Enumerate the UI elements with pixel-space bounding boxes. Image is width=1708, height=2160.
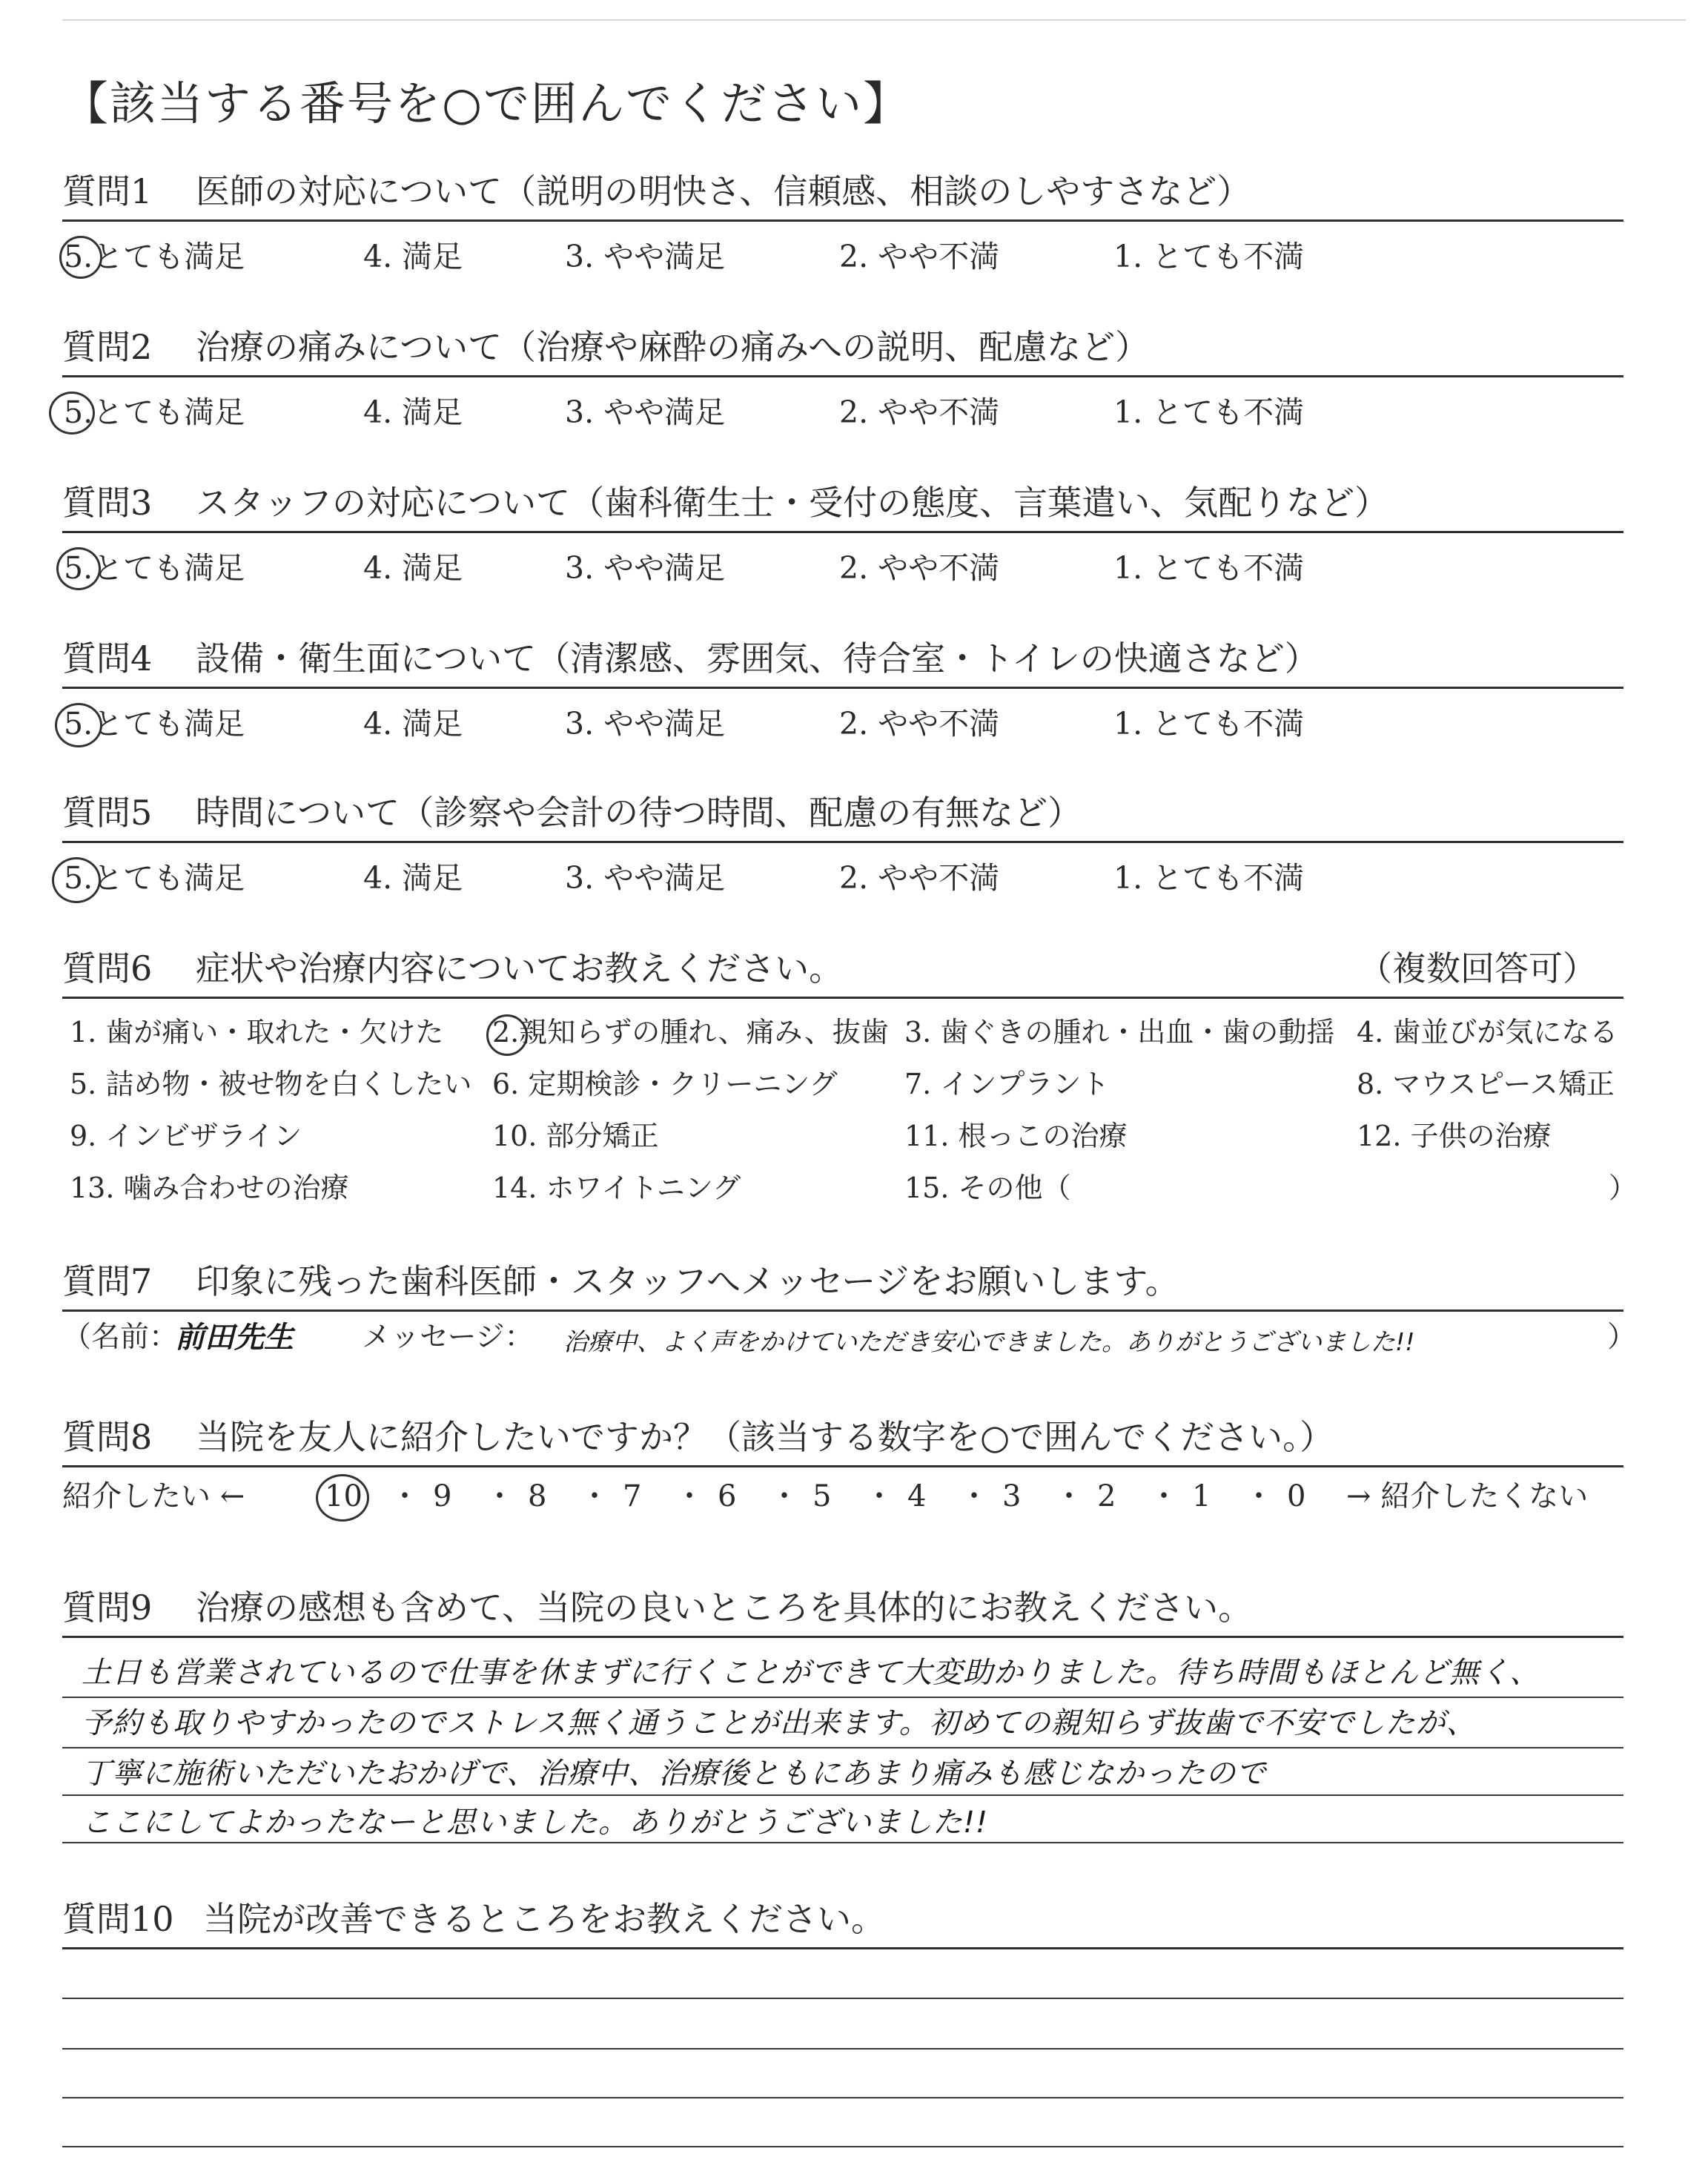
option-1[interactable]: 1. とても不満 (1113, 550, 1305, 586)
question-number: 質問8 (62, 1417, 153, 1457)
question-10 (0, 1897, 1708, 2149)
question-number: 質問4 (62, 638, 153, 678)
symptom-option-6[interactable]: 6. 定期検診・クリーニング (492, 1068, 838, 1100)
symptom-option-5[interactable]: 5. 詰め物・被せ物を白くしたい (70, 1068, 472, 1100)
score-2[interactable]: 2 (1097, 1479, 1116, 1513)
symptom-option-1[interactable]: 1. 歯が痛い・取れた・欠けた (70, 1016, 444, 1048)
option-5[interactable]: 5.とても満足 (64, 550, 245, 586)
question-rule (62, 219, 1623, 222)
question-text: 症状や治療内容についてお教えください。 (196, 948, 844, 988)
option-3[interactable]: 3. やや満足 (565, 860, 726, 896)
option-5[interactable]: 5.とても満足 (64, 239, 245, 274)
question-text: 治療の感想も含めて、当院の良いところを具体的にお教えください。 (196, 1588, 1253, 1628)
separator: ・ (959, 1479, 989, 1513)
option-2[interactable]: 2. やや不満 (839, 550, 1000, 586)
option-3[interactable]: 3. やや満足 (565, 706, 726, 742)
name-label: （名前： (62, 1321, 179, 1354)
score-5[interactable]: 5 (812, 1479, 832, 1513)
question-number: 質問6 (62, 948, 153, 988)
option-4[interactable]: 4. 満足 (363, 394, 463, 430)
question-number: 質問9 (62, 1588, 153, 1628)
rating-options (0, 390, 1708, 435)
option-2[interactable]: 2. やや不満 (839, 860, 1000, 896)
option-1[interactable]: 1. とても不満 (1113, 860, 1305, 896)
question-text: 医師の対応について（説明の明快さ、信頼感、相談のしやすさなど） (196, 171, 1251, 211)
answer-line (62, 1747, 1623, 1748)
recommend-left-label: 紹介したい ← (62, 1479, 245, 1513)
rating-options (0, 856, 1708, 900)
symptom-option-11[interactable]: 11. 根っこの治療 (904, 1120, 1128, 1152)
question-number: 質問5 (62, 793, 153, 833)
option-4[interactable]: 4. 満足 (363, 860, 463, 896)
answer-line[interactable] (62, 1998, 1623, 1999)
question-rule (62, 841, 1623, 843)
score-7[interactable]: 7 (623, 1479, 642, 1513)
question-rule (62, 531, 1623, 533)
question-rule (62, 1947, 1623, 1949)
option-2[interactable]: 2. やや不満 (839, 239, 1000, 274)
option-4[interactable]: 4. 満足 (363, 550, 463, 586)
question-number: 質問10 (62, 1899, 174, 1939)
option-3[interactable]: 3. やや満足 (565, 550, 726, 586)
answer-line (62, 1842, 1623, 1843)
option-1[interactable]: 1. とても不満 (1113, 394, 1305, 430)
message-close-paren: ） (1607, 1321, 1637, 1354)
question-1 (0, 169, 1708, 288)
option-5[interactable]: 5.とても満足 (64, 394, 245, 430)
question-3 (0, 480, 1708, 599)
score-1[interactable]: 1 (1192, 1479, 1211, 1513)
recommend-right-label: → 紹介したくない (1346, 1479, 1589, 1513)
option-5[interactable]: 5.とても満足 (64, 706, 245, 742)
separator: ・ (1054, 1479, 1084, 1513)
answer-line[interactable] (62, 2048, 1623, 2050)
question-rule (62, 997, 1623, 999)
question-5 (0, 790, 1708, 909)
separator: ・ (1149, 1479, 1179, 1513)
comment-line-3[interactable]: 丁寧に施術いただいたおかげで、治療中、治療後ともにあまり痛みも感じなかったので (82, 1757, 1267, 1791)
other-close-paren: ） (1609, 1172, 1638, 1204)
symptom-option-15[interactable]: 15. その他（ (904, 1172, 1071, 1204)
symptom-option-14[interactable]: 14. ホワイトニング (492, 1172, 741, 1204)
option-4[interactable]: 4. 満足 (363, 239, 463, 274)
question-2 (0, 325, 1708, 443)
message-value[interactable]: 治療中、よく声をかけていただき安心できました。ありがとうございました!! (563, 1327, 1415, 1356)
option-2[interactable]: 2. やや不満 (839, 706, 1000, 742)
option-4[interactable]: 4. 満足 (363, 706, 463, 742)
question-text: 印象に残った歯科医師・スタッフへメッセージをお願いします。 (196, 1261, 1179, 1301)
rating-options (0, 546, 1708, 590)
question-text: 時間について（診察や会計の待つ時間、配慮の有無など） (196, 793, 1082, 833)
symptom-option-9[interactable]: 9. インビザライン (70, 1120, 302, 1152)
question-rule (62, 687, 1623, 689)
rating-options (0, 701, 1708, 746)
question-number: 質問2 (62, 327, 153, 367)
score-6[interactable]: 6 (718, 1479, 737, 1513)
question-rule (62, 1465, 1623, 1467)
question-text: 当院を友人に紹介したいですか？（該当する数字を○で囲んでください。） (196, 1417, 1334, 1457)
question-text: 治療の痛みについて（治療や麻酔の痛みへの説明、配慮など） (196, 327, 1150, 367)
option-1[interactable]: 1. とても不満 (1113, 706, 1305, 742)
option-1[interactable]: 1. とても不満 (1113, 239, 1305, 274)
symptom-option-4[interactable]: 4. 歯並びが気になる (1357, 1016, 1618, 1048)
separator: ・ (1244, 1479, 1274, 1513)
question-9 (0, 1585, 1708, 1852)
score-4[interactable]: 4 (907, 1479, 927, 1513)
symptom-option-3[interactable]: 3. 歯ぐきの腫れ・出血・歯の動揺 (904, 1016, 1335, 1048)
question-rule (62, 375, 1623, 377)
symptom-option-7[interactable]: 7. インプラント (904, 1068, 1110, 1100)
question-number: 質問3 (62, 483, 153, 523)
multiple-answer-note: （複数回答可） (1358, 948, 1597, 988)
symptom-option-13[interactable]: 13. 噛み合わせの治療 (70, 1172, 349, 1204)
comment-line-4[interactable]: ここにしてよかったなーと思いました。ありがとうございました!! (82, 1806, 989, 1840)
question-text: 設備・衛生面について（清潔感、雰囲気、待合室・トイレの快適さなど） (196, 638, 1319, 678)
symptom-option-8[interactable]: 8. マウスピース矯正 (1357, 1068, 1615, 1100)
separator: ・ (675, 1479, 704, 1513)
option-3[interactable]: 3. やや満足 (565, 394, 726, 430)
question-text: スタッフの対応について（歯科衛生士・受付の態度、言葉遣い、気配りなど） (196, 483, 1389, 523)
answer-line[interactable] (62, 2097, 1623, 2098)
symptom-option-10[interactable]: 10. 部分矯正 (492, 1120, 659, 1152)
option-5[interactable]: 5.とても満足 (64, 860, 245, 896)
answer-line (62, 1697, 1623, 1698)
score-0[interactable]: 0 (1287, 1479, 1306, 1513)
name-value[interactable]: 前田先生 (175, 1321, 294, 1355)
question-number: 質問1 (62, 171, 153, 211)
separator: ・ (864, 1479, 894, 1513)
question-rule (62, 1636, 1623, 1638)
question-8 (0, 1415, 1708, 1533)
comment-line-1[interactable]: 土日も営業されているので仕事を休まずに行くことができて大変助かりました。待ち時間もほとんど無く、 (82, 1656, 1540, 1690)
message-label: メッセージ： (362, 1321, 534, 1354)
separator: ・ (580, 1479, 609, 1513)
symptom-option-12[interactable]: 12. 子供の治療 (1357, 1120, 1552, 1152)
question-6 (0, 946, 1708, 1228)
option-2[interactable]: 2. やや不満 (839, 394, 1000, 430)
answer-line (62, 1794, 1623, 1796)
rating-options (0, 234, 1708, 279)
question-number: 質問7 (62, 1261, 153, 1301)
question-7 (0, 1259, 1708, 1378)
answer-line[interactable] (62, 2146, 1623, 2147)
page-title: 【該当する番号を○で囲んでください】 (62, 76, 911, 131)
score-9[interactable]: 9 (433, 1479, 452, 1513)
symptom-option-2[interactable]: 2.親知らずの腫れ、痛み、抜歯 (492, 1016, 889, 1048)
question-text: 当院が改善できるところをお教えください。 (203, 1899, 885, 1939)
question-4 (0, 636, 1708, 755)
score-10[interactable]: 10 (325, 1479, 363, 1513)
separator: ・ (769, 1479, 799, 1513)
score-8[interactable]: 8 (528, 1479, 547, 1513)
separator: ・ (485, 1479, 514, 1513)
score-3[interactable]: 3 (1002, 1479, 1022, 1513)
top-border-line (62, 19, 1686, 21)
option-3[interactable]: 3. やや満足 (565, 239, 726, 274)
separator: ・ (390, 1479, 420, 1513)
comment-line-2[interactable]: 予約も取りやすかったのでストレス無く通うことが出来ます。初めての親知らず抜歯で不安でしたが、 (82, 1706, 1477, 1740)
question-rule (62, 1309, 1623, 1312)
